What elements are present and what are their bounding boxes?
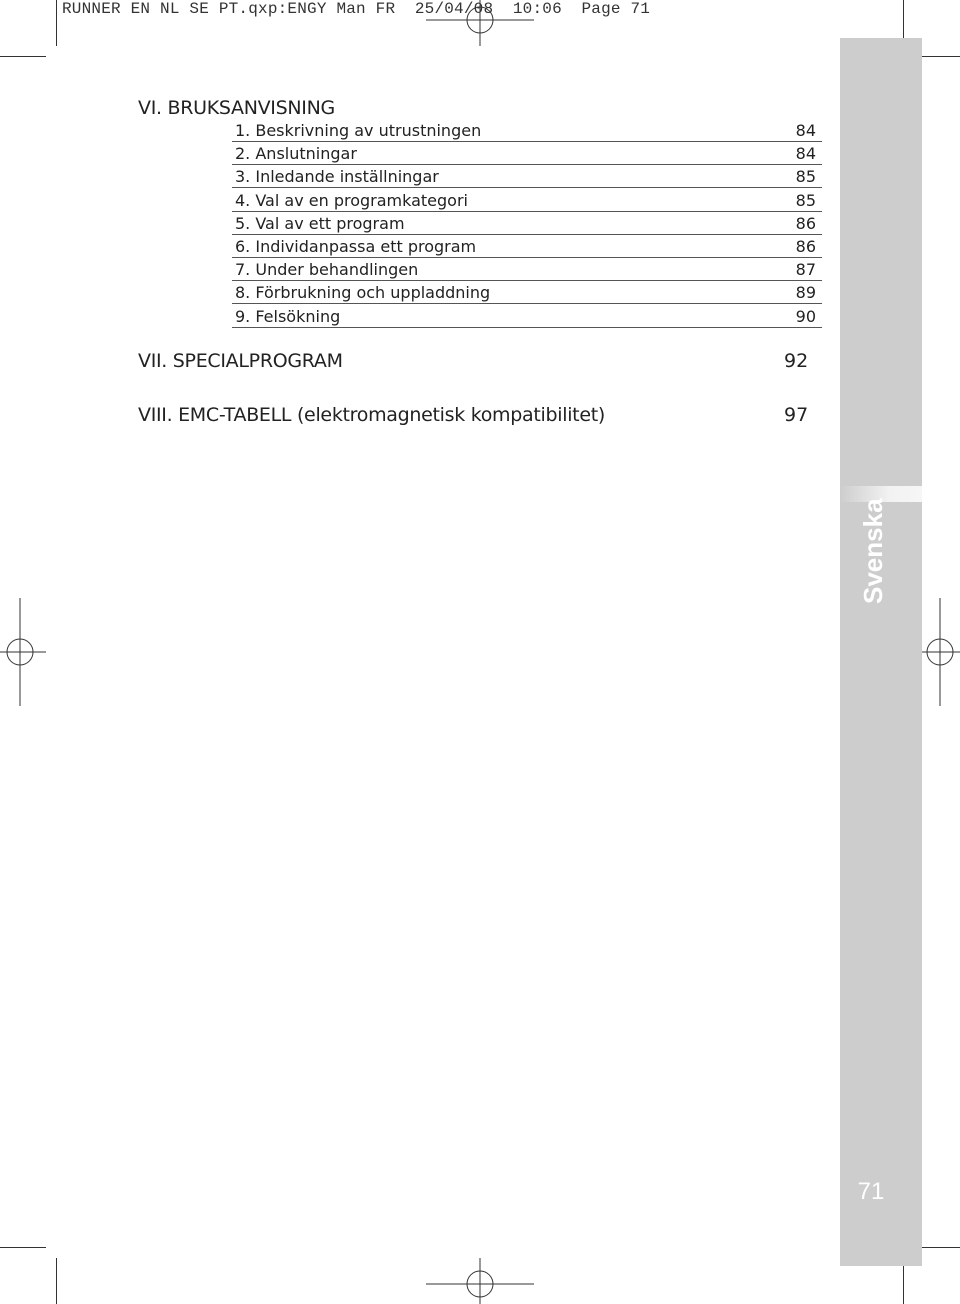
toc-row[interactable] [232, 282, 822, 304]
section-vii-page: 92 [784, 350, 809, 372]
section-vi-title: VI. BRUKSANVISNING [138, 97, 335, 119]
toc-row[interactable] [232, 306, 822, 328]
toc-page: 86 [795, 236, 816, 256]
registration-mark-bottom-icon [426, 1258, 534, 1304]
toc-label: 4. Val av en programkategori [235, 190, 468, 210]
crop-mark-top-left-v [56, 0, 57, 46]
registration-mark-left-icon [0, 598, 46, 706]
crop-mark-top-left-h [0, 56, 46, 57]
section-viii-page: 97 [784, 404, 809, 426]
toc-label: 1. Beskrivning av utrustningen [235, 121, 482, 140]
toc-page: 84 [795, 144, 816, 164]
toc-label: 5. Val av ett program [235, 213, 405, 233]
toc-label: 3. Inledande inställningar [235, 167, 439, 187]
registration-mark-top-icon [426, 0, 534, 48]
crop-mark-bottom-left-h [0, 1247, 46, 1248]
toc-row[interactable] [232, 143, 822, 165]
toc-label: 2. Anslutningar [235, 144, 357, 164]
toc-page: 89 [795, 283, 816, 303]
section-vii-title[interactable]: VII. SPECIALPROGRAM [138, 350, 343, 372]
toc-page: 84 [795, 121, 816, 140]
toc-row[interactable] [232, 213, 822, 235]
toc-page: 85 [795, 167, 816, 187]
side-tab-language: Svenska [858, 498, 888, 604]
page-number: 71 [857, 1178, 885, 1205]
toc-page: 90 [795, 306, 816, 326]
toc-label: 6. Individanpassa ett program [235, 236, 477, 256]
toc-page: 86 [795, 213, 816, 233]
toc-label: 7. Under behandlingen [235, 260, 419, 280]
toc-page: 85 [795, 190, 816, 210]
toc-label: 9. Felsökning [235, 306, 341, 326]
toc-row[interactable] [232, 236, 822, 258]
toc-row[interactable] [232, 166, 822, 188]
toc-page: 87 [795, 260, 816, 280]
toc-label: 8. Förbrukning och uppladdning [235, 283, 491, 303]
crop-mark-bottom-left-v [56, 1258, 57, 1304]
toc-list [232, 120, 822, 329]
printer-slug: RUNNER EN NL SE PT.qxp:ENGY Man FR 25/04/08 10:06 Page 71 [62, 0, 651, 18]
toc-row[interactable] [232, 120, 822, 142]
section-viii-title[interactable]: VIII. EMC-TABELL (elektromagnetisk kompatibilitet) [138, 404, 605, 426]
toc-row[interactable] [232, 259, 822, 281]
side-tab [840, 38, 922, 1266]
toc-row[interactable] [232, 190, 822, 212]
